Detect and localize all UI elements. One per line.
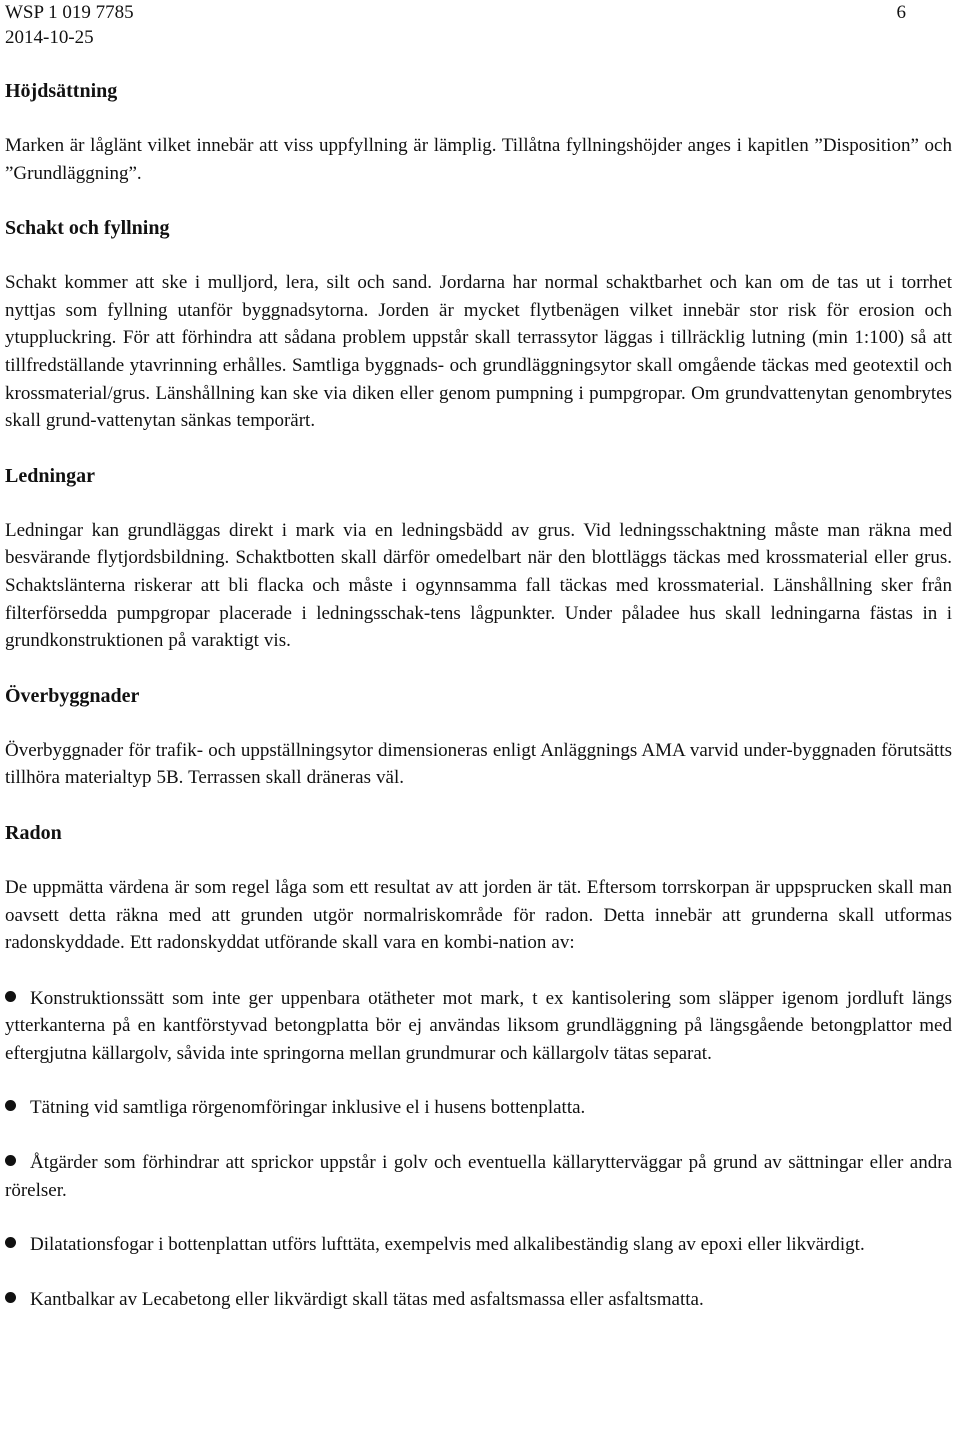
bullet-dot-icon <box>5 1100 16 1111</box>
paragraph-schakt-och-fyllning: Schakt kommer att ske i mulljord, lera, silt och sand. Jordarna har normal schaktbarhet och kan om de tas ut i torrhet nyttjas som fyllning utanför byggnadsytorna. Jorden är mycket flytbenägen vilket innebär stor risk för erosion och ytuppluckring. För att förhindra att sådana problem uppstår skall terrassytor läggas i tillräcklig lutning (min 1:100) så att tillfredställande ytavrinning erhålles. Samtliga byggnads- och grundläggningsytor skall omgående täckas med geotextil och krossmaterial/grus. Länshållning kan ske via diken eller genom pumpning i pumpgropar. Om grundvattenytan genombrytes skall grund-vattenytan sänkas temporärt. <box>5 272 952 432</box>
list-item <box>5 1231 952 1259</box>
radon-measures-list <box>5 985 952 1314</box>
heading-schakt-och-fyllning: Schakt och fyllning <box>5 217 170 240</box>
bullet-dot-icon <box>5 991 16 1002</box>
list-item-text: Åtgärder som förhindrar att sprickor uppstår i golv och eventuella källarytterväggar på grund av sättningar eller andra rörelser. <box>5 1152 952 1201</box>
list-item-text: Konstruktionssätt som inte ger uppenbara otätheter mot mark, t ex kantisolering som släpper igenom jordluft längs ytterkanterna på en kantförstyvad betongplatta bör ej användas liksom grundläggning på längsgående betongplattor med eftergjutna källargolv, såvida inte springorna mellan grundmurar och källargolv tätas separat. <box>5 987 952 1064</box>
list-item-text: Dilatationsfogar i bottenplattan utförs lufttäta, exempelvis med alkalibeständig slang av epoxi eller likvärdigt. <box>30 1234 865 1256</box>
heading-overbyggnader: Överbyggnader <box>5 684 140 707</box>
heading-ledningar: Ledningar <box>5 464 96 487</box>
heading-radon: Radon <box>5 821 62 844</box>
list-item <box>5 985 952 1068</box>
list-item <box>5 1286 952 1314</box>
document-date: 2014-10-25 <box>5 27 94 48</box>
list-item <box>5 1094 952 1122</box>
document-id: WSP 1 019 7785 <box>5 2 134 23</box>
bullet-dot-icon <box>5 1237 16 1248</box>
bullet-dot-icon <box>5 1155 16 1166</box>
list-item <box>5 1149 952 1204</box>
paragraph-radon: De uppmätta värdena är som regel låga som ett resultat av att jorden är tät. Eftersom torrskorpan är uppsprucken skall man oavsett detta räkna med att grunden utgör normalriskområde för radon. Detta innebär att grunderna skall utformas radonskyddade. Ett radonskyddat utförande skall vara en kombi-nation av: <box>5 876 952 954</box>
list-item-text: Kantbalkar av Lecabetong eller likvärdigt skall tätas med asfaltsmassa eller asfaltsmatta. <box>30 1288 704 1310</box>
heading-hojdsattning: Höjdsättning <box>5 80 118 102</box>
list-item-text: Tätning vid samtliga rörgenomföringar inklusive el i husens bottenplatta. <box>30 1097 586 1119</box>
paragraph-hojdsattning: Marken är låglänt vilket innebär att viss uppfyllning är lämplig. Tillåtna fyllningshöjder anges i kapitlen ”Disposition” och ”Grundläggning”. <box>5 135 952 184</box>
page-header <box>5 0 952 50</box>
page-number: 6 <box>896 2 906 23</box>
paragraph-ledningar: Ledningar kan grundläggas direkt i mark via en ledningsbädd av grus. Vid ledningsschaktning måste man räkna med besvärande flytjordsbildning. Schaktbotten skall därför omedelbart när den blottläggs täckas med krossmaterial eller grus. Schaktslänterna riskerar att bli flacka och måste i ogynnsamma fall täckas med krossmaterial. Länshållning sker från filterförsedda pumpgropar placerade i ledningsschak-tens lågpunkter. Under påladee hus skall ledningarna fästas in i grundkonstruktionen på varaktigt vis. <box>5 519 952 652</box>
bullet-dot-icon <box>5 1292 16 1303</box>
paragraph-overbyggnader: Överbyggnader för trafik- och uppställningsytor dimensioneras enligt Anläggnings AMA varvid under-byggnaden förutsätts tillhöra materialtyp 5B. Terrassen skall dräneras väl. <box>5 739 952 789</box>
